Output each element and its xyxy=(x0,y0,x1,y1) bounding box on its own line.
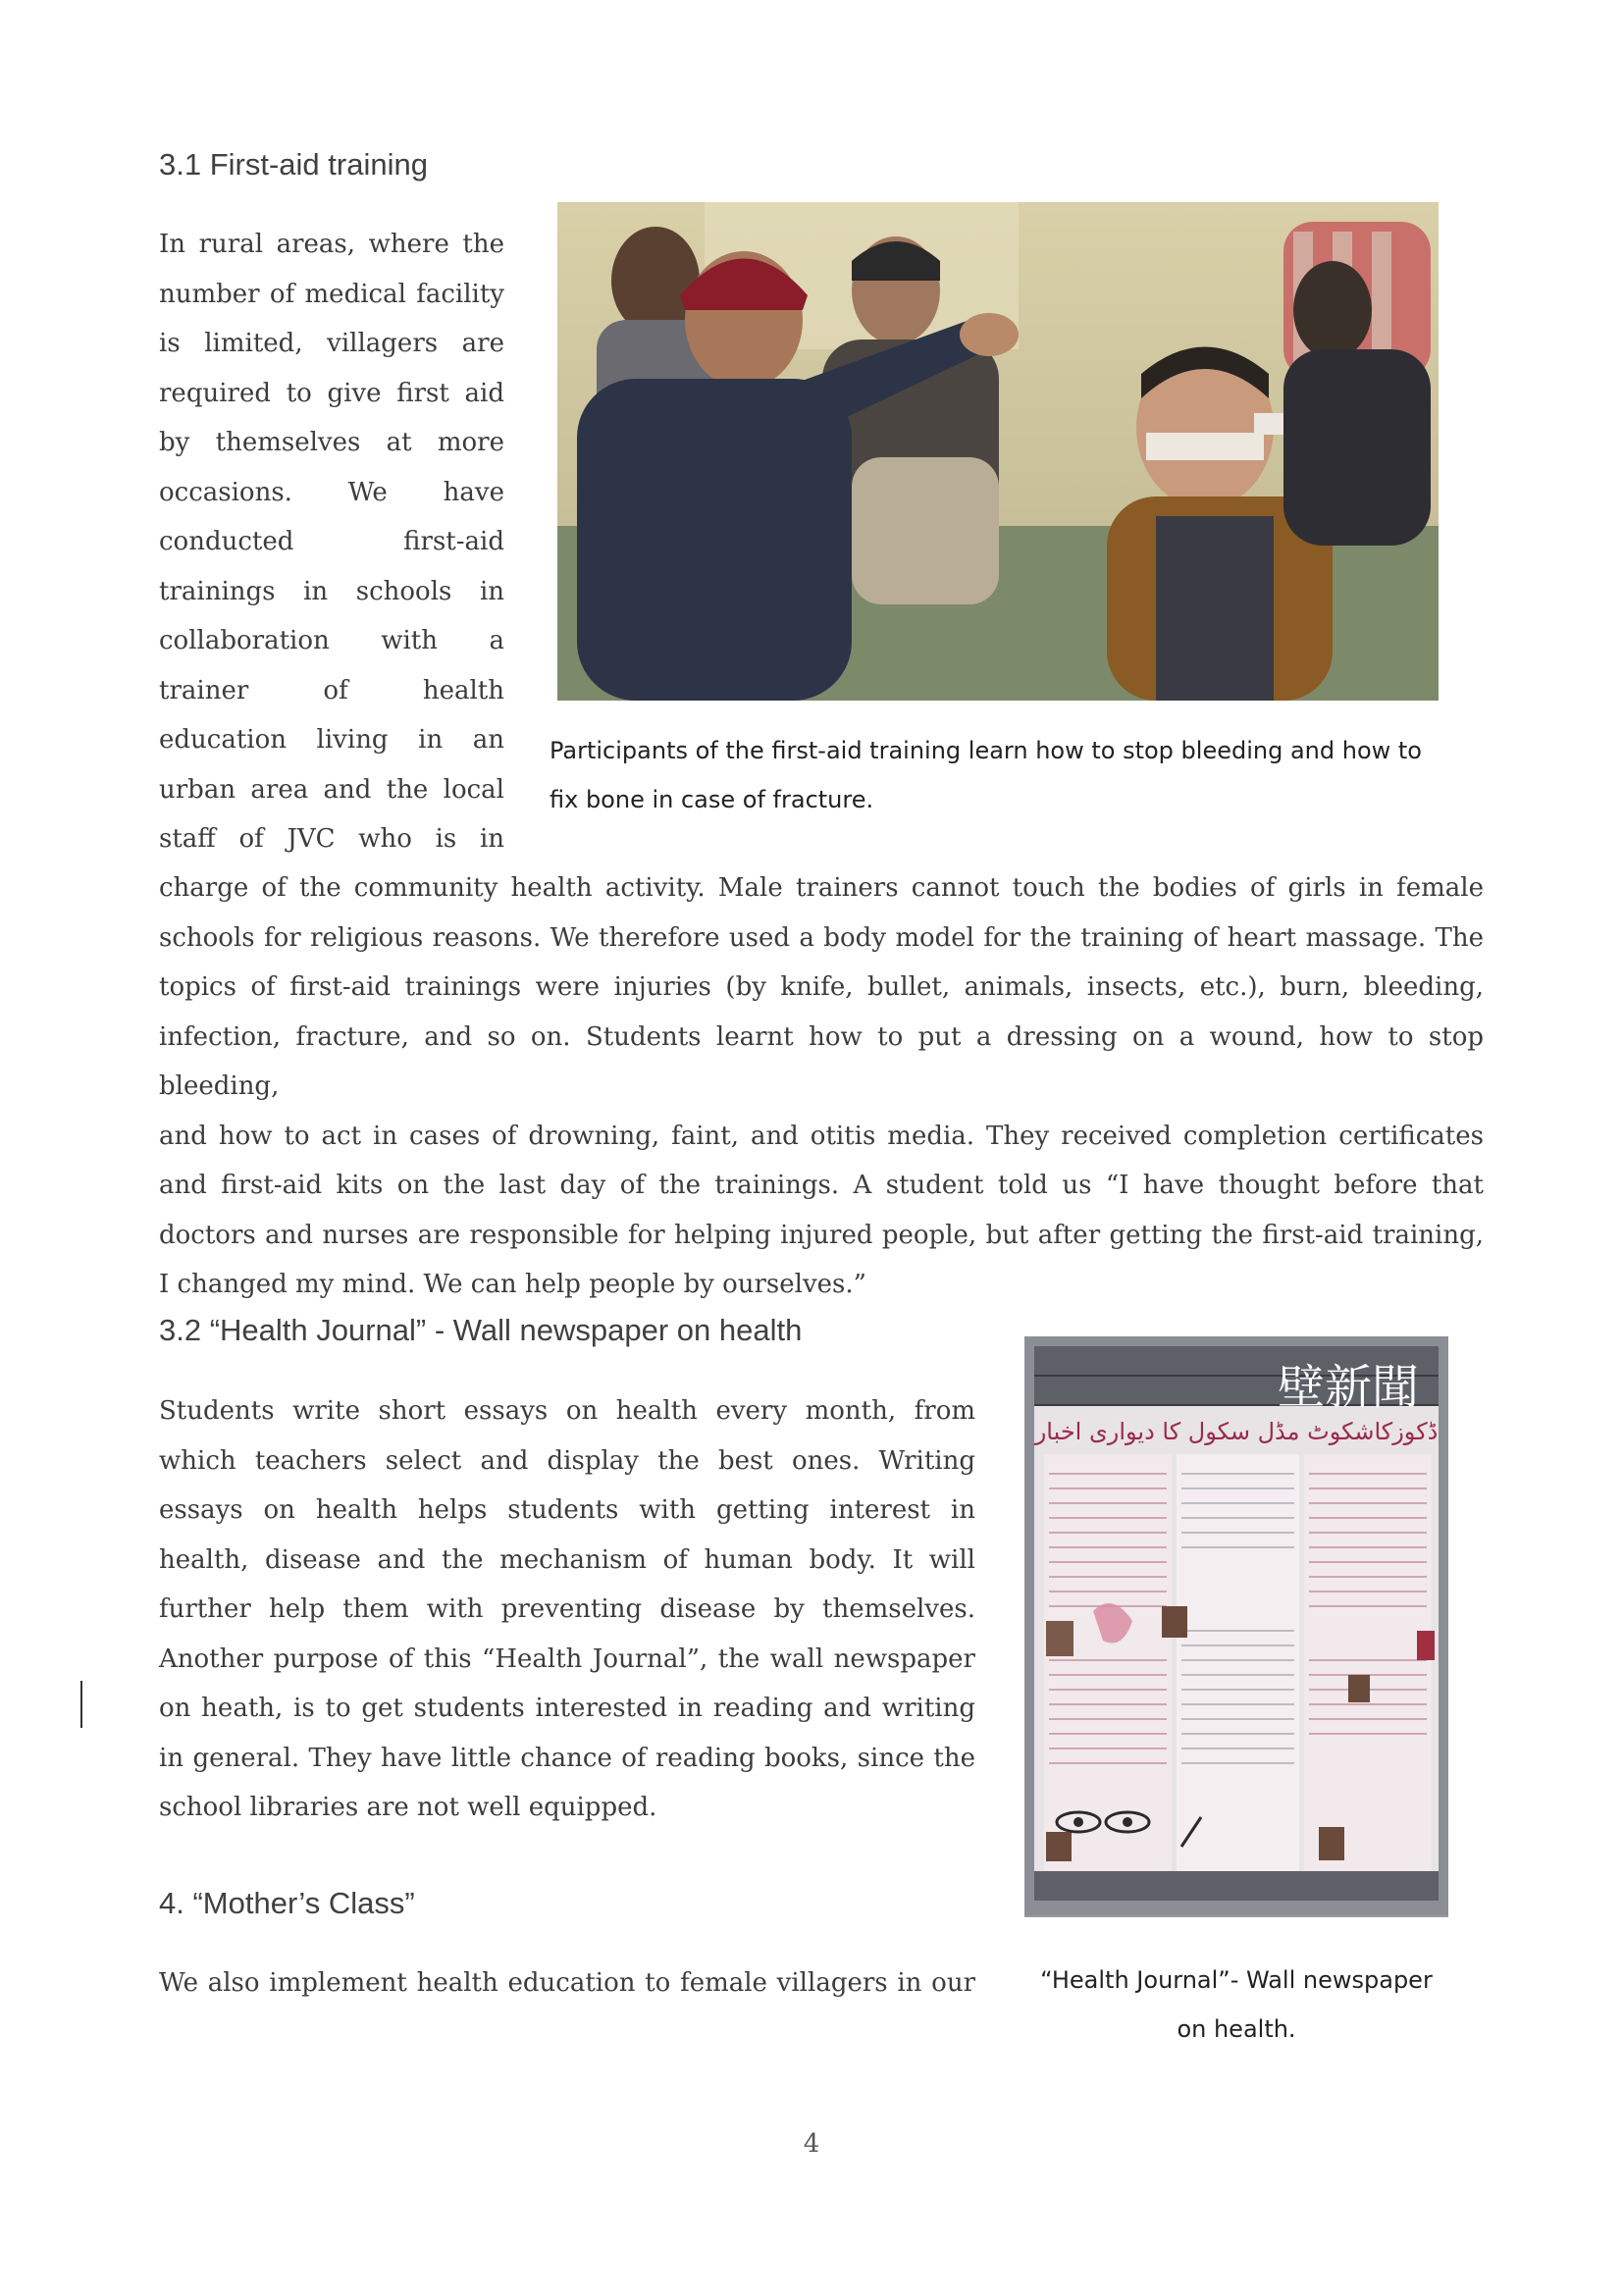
caption-line: fix bone in case of fracture. xyxy=(550,786,874,813)
text-line: topics of first-aid trainings were injuries (by knife, bullet, animals, insects, etc.), burn, bleeding, xyxy=(159,972,1484,1002)
health-journal-paragraph xyxy=(159,1386,975,1833)
text-line: required to give first aid xyxy=(159,378,504,408)
text-line: health, disease and the mechanism of human body. It will xyxy=(159,1544,975,1575)
first-aid-training-photo xyxy=(557,202,1439,701)
text-line: further help them with preventing disease by themselves. xyxy=(159,1594,975,1624)
text-line: is limited, villagers are xyxy=(159,329,504,358)
text-line: and first-aid kits on the last day of the trainings. A student told us “I have thought before that xyxy=(159,1171,1484,1200)
mothers-class-paragraph xyxy=(159,1958,975,2009)
text-line: conducted first-aid xyxy=(159,527,504,556)
text-line: doctors and nurses are responsible for helping injured people, but after getting the first-aid training, xyxy=(159,1220,1484,1250)
text-line: essays on health helps students with getting interest in xyxy=(159,1495,975,1525)
first-aid-photo-caption xyxy=(550,726,1452,824)
text-line: occasions. We have xyxy=(159,477,504,507)
first-aid-narrow-paragraph xyxy=(159,220,504,864)
text-line: in general. They have little chance of reading books, since the xyxy=(159,1743,975,1773)
text-line: We also implement health education to female villagers in our xyxy=(159,1968,975,1998)
text-line: Another purpose of this “Health Journal”, the wall newspaper xyxy=(159,1644,975,1674)
first-aid-wide-paragraph xyxy=(159,863,1484,1310)
section-heading-health-journal: 3.2 “Health Journal” - Wall newspaper on health xyxy=(159,1313,803,1347)
text-line: school libraries are not well equipped. xyxy=(159,1793,657,1822)
text-line: Students write short essays on health every month, from xyxy=(159,1396,975,1426)
text-line: on heath, is to get students interested in reading and writing xyxy=(159,1694,975,1723)
text-line: infection, fracture, and so on. Students learnt how to put a dressing on a wound, how to stop bleeding, xyxy=(159,1021,1484,1101)
text-line: urban area and the local xyxy=(159,774,504,805)
first-aid-photo-drawing xyxy=(557,202,1439,701)
text-line: trainer of health xyxy=(159,675,504,705)
text-line: education living in an xyxy=(159,725,504,755)
text-line: number of medical facility xyxy=(159,279,504,309)
text-line: trainings in schools in xyxy=(159,576,504,606)
poster-headline-text: ڈکوزکاشکوٹ مڈل سکول کا دیواری اخبار xyxy=(1034,1418,1439,1445)
caption-line: Participants of the first-aid training learn how to stop bleeding and how to xyxy=(550,737,1422,764)
wall-newspaper-drawing xyxy=(1024,1336,1448,1915)
section-heading-first-aid: 3.1 First-aid training xyxy=(159,147,428,182)
text-line: I changed my mind. We can help people by ourselves.” xyxy=(159,1270,866,1299)
text-line: charge of the community health activity. Male trainers cannot touch the bodies of girls in female xyxy=(159,873,1484,903)
caption-line: on health. xyxy=(1177,2015,1296,2043)
caption-line: “Health Journal”- Wall newspaper xyxy=(1040,1966,1433,1994)
margin-change-bar xyxy=(80,1681,82,1728)
text-line: staff of JVC who is in xyxy=(159,824,504,854)
section-heading-mothers-class: 4. “Mother’s Class” xyxy=(159,1886,415,1920)
poster-title-text: 壁新聞 xyxy=(1277,1360,1420,1415)
wall-newspaper-photo xyxy=(1024,1336,1448,1917)
text-line: collaboration with a xyxy=(159,626,504,655)
wall-newspaper-caption xyxy=(1021,1956,1452,2054)
text-line: schools for religious reasons. We therefore used a body model for the training of heart massage. The xyxy=(159,922,1484,953)
text-line: and how to act in cases of drowning, faint, and otitis media. They received completion certificates xyxy=(159,1121,1484,1151)
text-line: by themselves at more xyxy=(159,428,504,457)
page-number: 4 xyxy=(803,2129,820,2159)
text-line: In rural areas, where the xyxy=(159,230,504,259)
text-line: which teachers select and display the best ones. Writing xyxy=(159,1445,975,1476)
